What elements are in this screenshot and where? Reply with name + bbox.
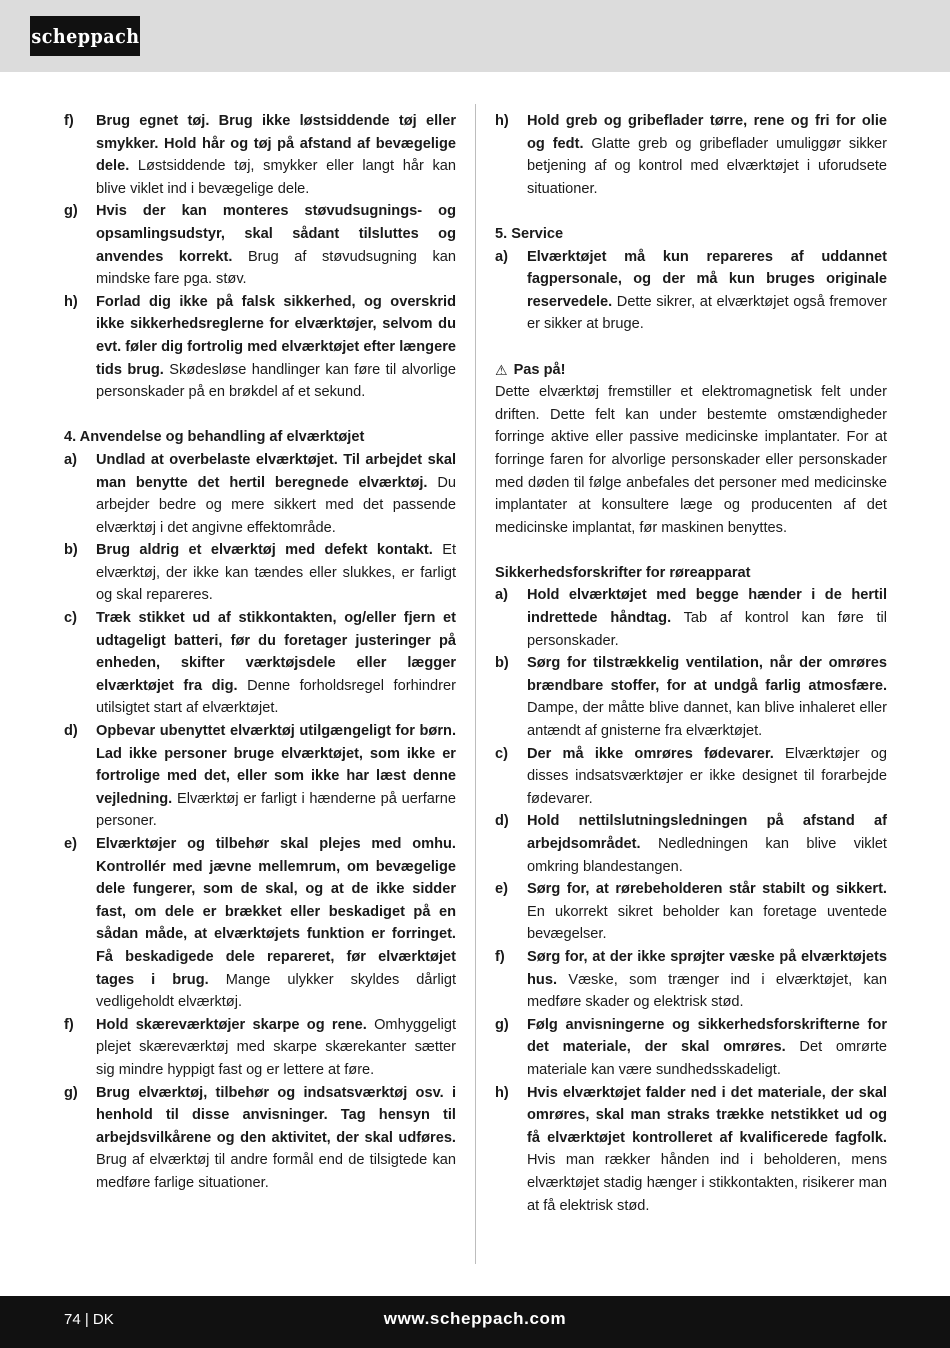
item-regular-text: Du arbejder bedre og mere sikkert med det passende elværktøj i det angivne effektområde. <box>96 474 456 536</box>
item-letter: a) <box>64 451 77 468</box>
item-regular-text: Væske, som trænger ind i elværktøjet, kan medføre skader og elektrisk stød. <box>527 971 887 1011</box>
item-bold-text: Hold greb og gribeflader tørre, rene og fri for olie og fedt. <box>527 113 887 152</box>
warning-triangle-icon: ⚠ <box>495 361 508 378</box>
left-column <box>64 110 456 1195</box>
item-regular-text: Elværktøjer og disses indsatsværktøjer er ikke designet til forarbejde fødevarer. <box>527 745 887 807</box>
item-regular-text: Brug af elværktøj til andre formål end de tilsigtede kan medføre farlige situationer. <box>96 1152 456 1191</box>
item-bold-text: Hvis elværktøjet falder ned i det materiale, der skal omrøres, skal man straks trække netstikket ud og få elværktøjet kontrolleret af kvalificerede fagfolk. <box>527 1084 887 1146</box>
item-regular-text: Dette sikrer, at elværktøjet også fremover er sikker at bruge. <box>527 293 887 333</box>
page-footer <box>0 1296 950 1348</box>
item-bold-text: Opbevar ubenyttet elværktøj utilgængeligt for børn. Lad ikke personer bruge elværktøjet, som ikke er fortrolige med det, eller som ikke har læst denne vejledning. <box>96 723 456 807</box>
spacer <box>64 404 456 427</box>
item-regular-text: Tab af kontrol kan føre til personskader. <box>527 610 887 649</box>
page-header <box>0 0 950 72</box>
item-letter: a) <box>495 587 508 604</box>
list-item <box>64 1082 456 1195</box>
spacer <box>495 539 887 562</box>
list-item <box>495 878 887 946</box>
list-item <box>495 652 887 742</box>
list-item <box>495 810 887 878</box>
list-item <box>495 246 887 336</box>
item-letter: d) <box>64 723 78 740</box>
item-text <box>527 743 887 811</box>
item-bold-text: Sørg for, at der ikke sprøjter væske på elværktøjets hus. <box>527 948 887 988</box>
list-item <box>64 1014 456 1082</box>
list-item <box>64 539 456 607</box>
item-bold-text: Undlad at overbelaste elværktøjet. Til arbejdet skal man benytte det hertil beregnede elværktøj. <box>96 451 456 491</box>
section-heading: Sikkerhedsforskrifter for røreapparat <box>495 564 751 581</box>
item-text <box>527 1082 887 1218</box>
list-item <box>64 607 456 720</box>
website-url: www.scheppach.com <box>383 1309 567 1328</box>
item-letter: f) <box>64 1016 74 1033</box>
item-text <box>527 810 887 878</box>
item-bold-text: Brug aldrig et elværktøj med defekt kontakt. <box>96 542 433 559</box>
item-letter: f) <box>495 948 505 965</box>
item-letter: b) <box>64 542 78 559</box>
right-column <box>495 110 887 1217</box>
item-letter: g) <box>64 203 78 220</box>
page-number: 74 | DK <box>64 1311 114 1328</box>
list-item <box>64 449 456 539</box>
item-letter: h) <box>495 113 509 129</box>
item-regular-text: Mange ulykker skyldes dårligt vedligeholdt elværktøj. <box>96 971 456 1011</box>
item-regular-text: Elværktøj er farligt i hænderne på uerfarne personer. <box>96 790 456 830</box>
item-letter: g) <box>64 1084 78 1101</box>
item-text <box>96 539 456 607</box>
list-item <box>495 1082 887 1218</box>
item-bold-text: Brug elværktøj, tilbehør og indsatsværktøj osv. i henhold til disse anvisninger. Tag hensyn til arbejdsvilkårene og den aktivitet, der skal udføres. <box>96 1084 456 1146</box>
item-letter: a) <box>495 248 508 265</box>
item-regular-text: Et elværktøj, der ikke kan tændes eller slukkes, er farligt og skal repareres. <box>96 542 457 604</box>
item-regular-text: Løstsiddende tøj, smykker eller langt hår kan blive viklet ind i bevægelige dele. <box>96 158 456 197</box>
item-bold-text: Elværktøjer og tilbehør skal plejes med omhu. Kontrollér med jævne mellemrum, om bevægelige dele fungerer, som de skal, og at de ikke sidder fast, om dele er brækket eller beskadiget på en sådan måde, at elværktøjets funktion er forringet. Få beskadigede dele repareret, før elværktøjet tages i brug. <box>96 836 456 988</box>
item-regular-text: Glatte greb og gribeflader umuliggør sikker betjening af og kontrol med elværktøjet i uforudsete situationer. <box>527 135 887 197</box>
item-bold-text: Hvis der kan monteres støvudsugnings- og opsamlingsudstyr, skal sådant tilsluttes og anvendes korrekt. <box>96 203 456 265</box>
warning-title: Pas på! <box>513 361 566 378</box>
list-item <box>64 110 456 200</box>
item-bold-text: Der må ikke omrøres fødevarer. <box>527 745 774 762</box>
section-heading: 5. Service <box>495 225 564 242</box>
column-divider <box>475 104 476 1264</box>
item-regular-text: Det omrørte materiale kan være sundhedsskadeligt. <box>527 1039 887 1078</box>
item-bold-text: Hold nettilslutningsledningen på afstand af arbejdsområdet. <box>527 813 887 852</box>
item-regular-text: Hvis man rækker hånden ind i beholderen, mens elværktøjet stadig hænger i stikkontakten, risikerer man at få elektrisk stød. <box>527 1152 887 1214</box>
item-regular-text: Brug af støvudsugning kan mindske fare pga. støv. <box>96 248 456 288</box>
spacer <box>495 200 887 223</box>
item-regular-text: Denne forholdsregel forhindrer utilsigtet start af elværktøjet. <box>96 677 456 717</box>
warning-heading <box>495 359 887 382</box>
list-item <box>495 743 887 811</box>
item-text <box>527 584 887 652</box>
item-bold-text: Elværktøjet må kun repareres af uddannet fagpersonale, og der må kun bruges originale reservedele. <box>527 248 887 310</box>
item-text <box>96 110 456 200</box>
item-text <box>527 1014 887 1082</box>
item-regular-text: En ukorrekt sikret beholder kan foretage uventede bevægelser. <box>527 903 887 943</box>
item-bold-text: Brug egnet tøj. Brug ikke løstsiddende tøj eller smykker. Hold hår og tøj på afstand af bevægelige dele. <box>96 113 456 175</box>
item-text <box>527 946 887 1014</box>
item-letter: b) <box>495 655 509 672</box>
item-text <box>96 291 456 404</box>
item-text <box>96 833 456 1014</box>
list-item <box>64 720 456 833</box>
brand-name: scheppach <box>30 24 140 48</box>
item-letter: h) <box>495 1084 509 1101</box>
item-letter: e) <box>495 881 508 898</box>
item-bold-text: Følg anvisningerne og sikkerhedsforskrifterne for det materiale, der skal omrøres. <box>527 1016 887 1056</box>
item-text <box>527 652 887 742</box>
list-item <box>495 1014 887 1082</box>
item-letter: c) <box>64 610 77 627</box>
item-bold-text: Træk stikket ud af stikkontakten, og/eller fjern et udtageligt batteri, før du foretager justeringer på enheden, skifter værktøjsdele eller lægger elværktøjet fra dig. <box>96 610 456 694</box>
item-letter: d) <box>495 813 509 830</box>
item-bold-text: Hold elværktøjet med begge hænder i de hertil indrettede håndtag. <box>527 587 887 627</box>
warning-paragraph: Dette elværktøj fremstiller et elektromagnetisk felt under driften. Dette felt kan under bestemte omstændigheder forringe aktive eller passive medicinske implantater. For at forringe faren for alvorlige personskader eller personskader med døden til følge anbefales det personer med medicinske implantater at konsultere læge og producenten af det medicinske implantat, før maskinen benyttes. <box>495 384 887 536</box>
item-text <box>96 1082 456 1195</box>
item-bold-text: Sørg for tilstrækkelig ventilation, når der omrøres brændbare stoffer, for at undgå farlig atmosfære. <box>527 655 887 694</box>
item-bold-text: Hold skæreværktøjer skarpe og rene. <box>96 1016 367 1033</box>
list-item <box>495 584 887 652</box>
section-heading: 4. Anvendelse og behandling af elværktøjet <box>64 429 365 446</box>
list-item <box>64 833 456 1014</box>
item-bold-text: Sørg for, at rørebeholderen står stabilt og sikkert. <box>527 881 887 898</box>
scheppach-logo <box>30 16 140 56</box>
item-text <box>527 110 887 200</box>
item-letter: h) <box>64 293 78 310</box>
item-regular-text: Skødesløse handlinger kan føre til alvorlige personskader på en brøkdel af et sekund. <box>96 361 456 401</box>
list-item <box>64 291 456 404</box>
spacer <box>495 336 887 359</box>
item-text <box>96 200 456 290</box>
list-item <box>495 110 887 200</box>
item-text <box>527 246 887 336</box>
item-regular-text: Dampe, der måtte blive dannet, kan blive inhaleret eller antændt af gnisterne fra elværktøjet. <box>527 700 887 740</box>
item-letter: e) <box>64 836 77 852</box>
item-regular-text: Nedledningen kan blive viklet omkring blandestangen. <box>527 836 887 875</box>
item-letter: c) <box>495 745 508 762</box>
item-letter: g) <box>495 1016 509 1033</box>
item-text <box>96 720 456 833</box>
item-text <box>96 449 456 539</box>
item-text <box>527 878 887 946</box>
item-regular-text: Omhyggeligt plejet skæreværktøj med skarpe skærekanter sætter sig mindre hyppigt fast og er lettere at føre. <box>96 1016 456 1078</box>
item-bold-text: Forlad dig ikke på falsk sikkerhed, og overskrid ikke sikkerhedsreglerne for elværktøjer, selvom du evt. føler dig fortrolig med elværktøjet efter længere tids brug. <box>96 293 456 378</box>
item-letter: f) <box>64 113 74 129</box>
item-text <box>96 1014 456 1082</box>
list-item <box>64 200 456 290</box>
item-text <box>96 607 456 720</box>
list-item <box>495 946 887 1014</box>
